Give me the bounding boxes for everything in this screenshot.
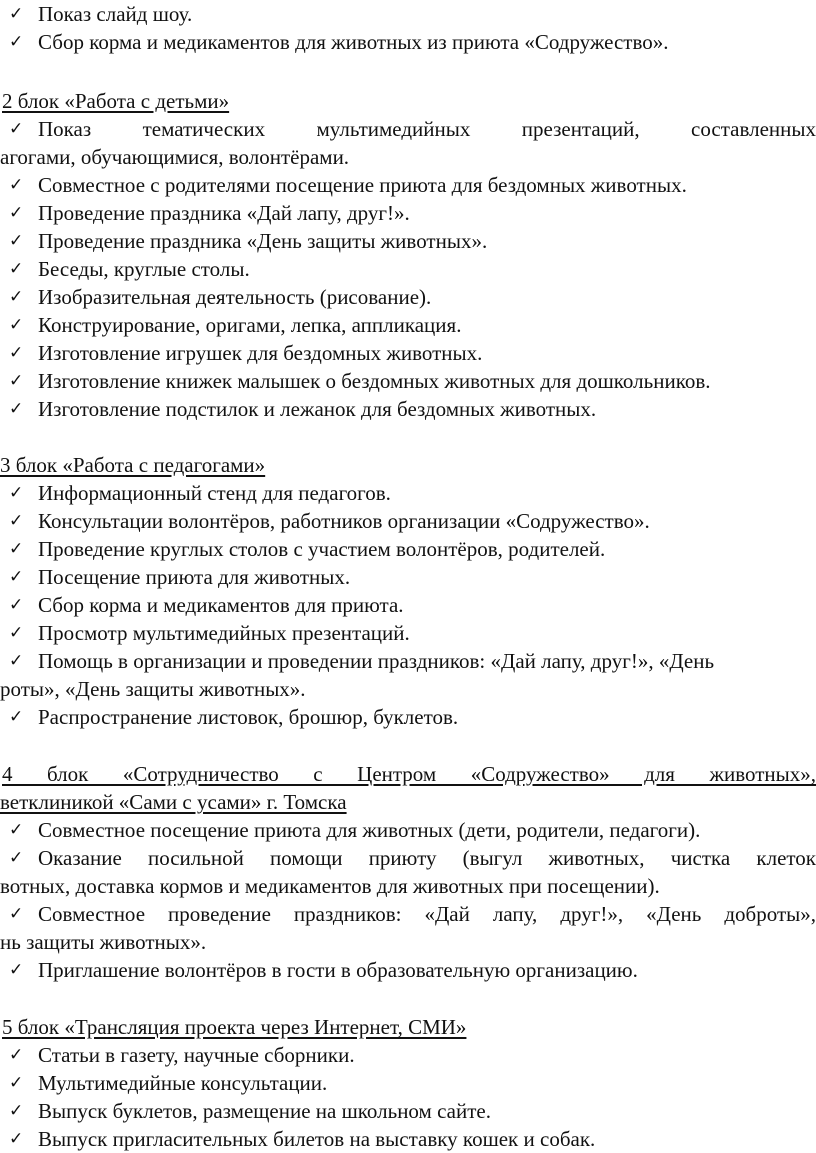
checkmark-icon: ✓ xyxy=(9,707,24,727)
list-item xyxy=(9,171,816,199)
checkmark-icon: ✓ xyxy=(9,848,24,868)
checkmark-icon: ✓ xyxy=(9,32,24,52)
list-item xyxy=(9,507,816,535)
checkmark-icon: ✓ xyxy=(9,960,24,980)
list-item xyxy=(9,956,816,984)
checkmark-icon: ✓ xyxy=(9,904,24,924)
list-item-text: Выпуск пригласительных билетов на выставку кошек и собак. xyxy=(38,1127,596,1151)
list-item-text: Консультации волонтёров, работников организации «Содружество». xyxy=(38,509,650,533)
list-item xyxy=(9,647,816,675)
checkmark-icon: ✓ xyxy=(9,567,24,587)
list-item xyxy=(9,199,816,227)
list-item xyxy=(9,619,816,647)
checkmark-icon: ✓ xyxy=(9,511,24,531)
list-item-text: Показ тематических мультимедийных презентаций, составленных xyxy=(38,117,816,141)
list-item xyxy=(9,1069,816,1097)
list-item-text: Изготовление книжек малышек о бездомных животных для дошкольников. xyxy=(38,369,711,393)
list-item-text: Сбор корма и медикаментов для приюта. xyxy=(38,593,404,617)
list-item-text: Совместное посещение приюта для животных (дети, родители, педагоги). xyxy=(38,818,701,842)
checkmark-icon: ✓ xyxy=(9,399,24,419)
checkmark-icon: ✓ xyxy=(9,287,24,307)
checkmark-icon: ✓ xyxy=(9,203,24,223)
list-item xyxy=(9,563,816,591)
list-item-text: Просмотр мультимедийных презентаций. xyxy=(38,621,410,645)
checkmark-icon: ✓ xyxy=(9,315,24,335)
list-item xyxy=(9,900,816,928)
checkmark-icon: ✓ xyxy=(9,1073,24,1093)
list-item-text: Выпуск буклетов, размещение на школьном сайте. xyxy=(38,1099,491,1123)
list-item-continuation: роты», «День защиты животных». xyxy=(0,677,306,701)
list-item xyxy=(9,535,816,563)
checkmark-icon: ✓ xyxy=(9,119,24,139)
checkmark-icon: ✓ xyxy=(9,651,24,671)
checkmark-icon: ✓ xyxy=(9,483,24,503)
list-item xyxy=(9,283,816,311)
list-item xyxy=(9,1097,816,1125)
checkmark-icon: ✓ xyxy=(9,539,24,559)
checkmark-icon: ✓ xyxy=(9,4,24,24)
checkmark-icon: ✓ xyxy=(9,820,24,840)
list-item-text: Изобразительная деятельность (рисование). xyxy=(38,285,432,309)
list-item xyxy=(9,591,816,619)
list-item xyxy=(9,28,816,56)
checkmark-icon: ✓ xyxy=(9,623,24,643)
block5-heading: 5 блок «Трансляция проекта через Интернет, СМИ» xyxy=(2,1015,467,1039)
list-item xyxy=(9,844,816,872)
list-item-text: Конструирование, оригами, лепка, аппликация. xyxy=(38,313,462,337)
checkmark-icon: ✓ xyxy=(9,259,24,279)
list-item xyxy=(9,227,816,255)
list-item-text: Изготовление подстилок и лежанок для бездомных животных. xyxy=(38,397,597,421)
list-item xyxy=(9,311,816,339)
list-item xyxy=(9,816,816,844)
list-item-text: Проведение праздника «День защиты животных». xyxy=(38,229,488,253)
checkmark-icon: ✓ xyxy=(9,343,24,363)
list-item-continuation: нь защиты животных». xyxy=(0,930,207,954)
list-item xyxy=(9,339,816,367)
list-item xyxy=(9,395,816,423)
list-item-text: Беседы, круглые столы. xyxy=(38,257,250,281)
checkmark-icon: ✓ xyxy=(9,595,24,615)
list-item xyxy=(9,479,816,507)
list-item xyxy=(9,255,816,283)
list-item xyxy=(9,0,816,28)
list-item-text: Статьи в газету, научные сборники. xyxy=(38,1043,355,1067)
list-item-text: Совместное с родителями посещение приюта для бездомных животных. xyxy=(38,173,687,197)
list-item xyxy=(9,1125,816,1153)
block2-heading: 2 блок «Работа с детьми» xyxy=(2,89,230,113)
list-item-text: Проведение праздника «Дай лапу, друг!». xyxy=(38,201,410,225)
block3-heading: 3 блок «Работа с педагогами» xyxy=(0,453,266,477)
list-item-text: Приглашение волонтёров в гости в образовательную организацию. xyxy=(38,958,638,982)
list-item-text: Распространение листовок, брошюр, буклетов. xyxy=(38,705,459,729)
list-item-text: Проведение круглых столов с участием волонтёров, родителей. xyxy=(38,537,606,561)
list-item-continuation: агогами, обучающимися, волонтёрами. xyxy=(0,145,350,169)
checkmark-icon: ✓ xyxy=(9,1129,24,1149)
checkmark-icon: ✓ xyxy=(9,1045,24,1065)
list-item-text: Совместное проведение праздников: «Дай лапу, друг!», «День доброты», xyxy=(38,902,816,926)
list-item-text: Оказание посильной помощи приюту (выгул животных, чистка клеток xyxy=(38,846,816,870)
checkmark-icon: ✓ xyxy=(9,371,24,391)
list-item-text: Помощь в организации и проведении праздников: «Дай лапу, друг!», «День xyxy=(38,649,715,673)
checkmark-icon: ✓ xyxy=(9,231,24,251)
checkmark-icon: ✓ xyxy=(9,175,24,195)
block4-heading: 4 блок «Сотрудничество с Центром «Содружество» для животных», xyxy=(2,762,816,786)
list-item-text: Показ слайд шоу. xyxy=(38,2,193,26)
list-item-text: Посещение приюта для животных. xyxy=(38,565,351,589)
list-item-continuation: вотных, доставка кормов и медикаментов для животных при посещении). xyxy=(0,874,660,898)
list-item xyxy=(9,115,816,143)
checkmark-icon: ✓ xyxy=(9,1101,24,1121)
list-item xyxy=(9,1041,816,1069)
list-item-text: Мультимедийные консультации. xyxy=(38,1071,328,1095)
list-item xyxy=(9,367,816,395)
list-item-text: Изготовление игрушек для бездомных животных. xyxy=(38,341,483,365)
list-item-text: Информационный стенд для педагогов. xyxy=(38,481,391,505)
block4-heading-continuation: ветклиникой «Сами с усами» г. Томска xyxy=(0,790,347,814)
list-item-text: Сбор корма и медикаментов для животных из приюта «Содружество». xyxy=(38,30,669,54)
list-item xyxy=(9,703,816,731)
